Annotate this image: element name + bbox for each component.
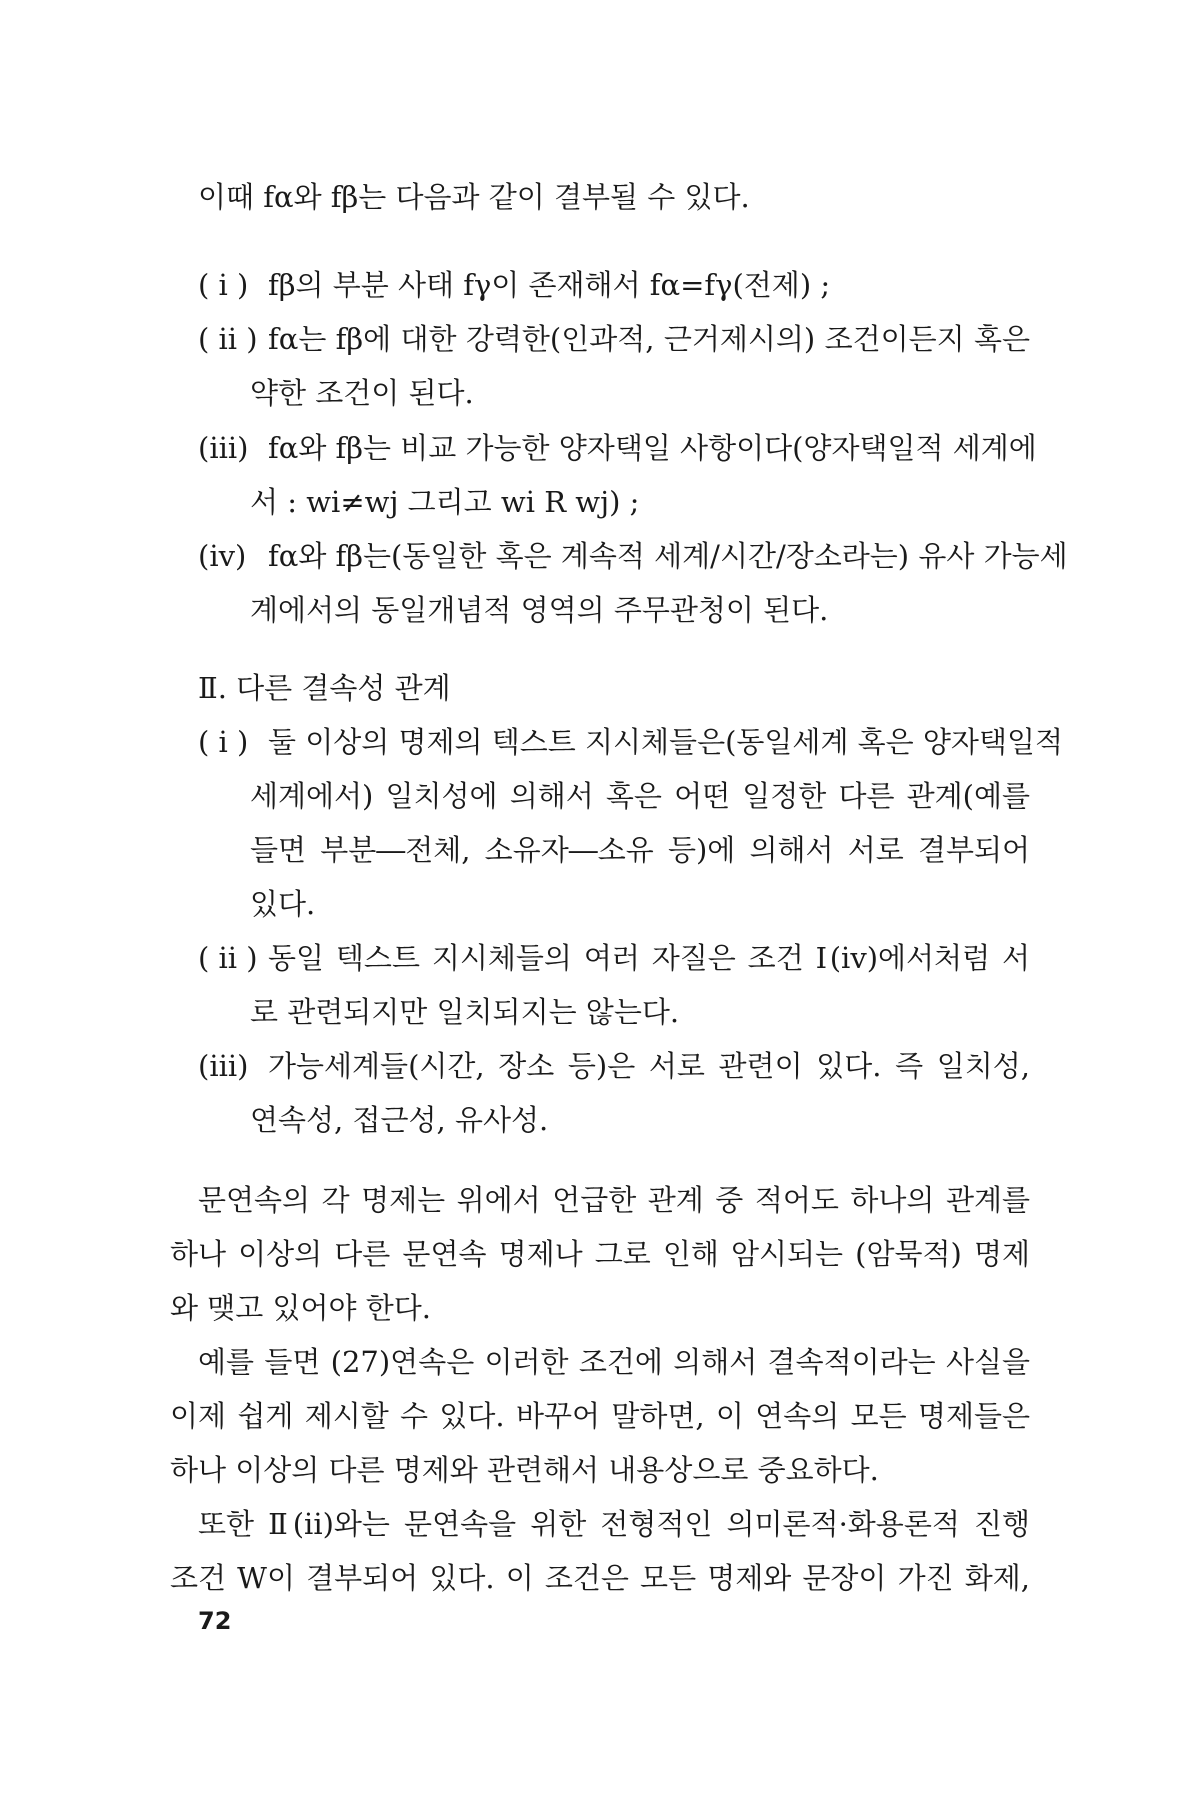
condition-2-text: 있다.	[250, 887, 316, 921]
body-paragraph-line: 예를 들면 (27)연속은 이러한 조건에 의해서 결속적이라는 사실을	[198, 1345, 1030, 1379]
condition-2-label: ( i )	[198, 725, 249, 759]
condition-1-text: 서 : wi≠wj 그리고 wi R wj) ;	[250, 485, 640, 519]
condition-1-label: (iv)	[198, 539, 247, 573]
body-paragraph-line: 이제 쉽게 제시할 수 있다. 바꾸어 말하면, 이 연속의 모든 명제들은	[170, 1399, 1030, 1433]
condition-2-text: 로 관련되지만 일치되지는 않는다.	[250, 995, 680, 1029]
condition-1-text: fα와 fβ는(동일한 혹은 계속적 세계/시간/장소라는) 유사 가능세	[268, 539, 1068, 573]
condition-1-text: 계에서의 동일개념적 영역의 주무관청이 된다.	[250, 593, 829, 627]
condition-1-text: fα는 fβ에 대한 강력한(인과적, 근거제시의) 조건이든지 혹은	[268, 322, 1030, 356]
section-heading: Ⅱ. 다른 결속성 관계	[198, 671, 451, 705]
body-paragraph-line: 조건 W이 결부되어 있다. 이 조건은 모든 명제와 문장이 가진 화제,	[170, 1561, 1030, 1595]
condition-2-text: 둘 이상의 명제의 텍스트 지시체들은(동일세계 혹은 양자택일적	[268, 725, 1063, 759]
body-paragraph-line: 하나 이상의 다른 명제와 관련해서 내용상으로 중요하다.	[170, 1453, 879, 1487]
condition-1-text: fβ의 부분 사태 fγ이 존재해서 fα=fγ(전제) ;	[268, 268, 831, 302]
condition-1-label: (iii)	[198, 431, 249, 465]
condition-2-text: 세계에서) 일치성에 의해서 혹은 어떤 일정한 다른 관계(예를	[250, 779, 1030, 813]
body-paragraph-line: 문연속의 각 명제는 위에서 언급한 관계 중 적어도 하나의 관계를	[198, 1183, 1030, 1217]
condition-2-text: 동일 텍스트 지시체들의 여러 자질은 조건 Ⅰ(iv)에서처럼 서	[268, 941, 1030, 975]
body-paragraph-line: 와 맺고 있어야 한다.	[170, 1291, 431, 1325]
condition-1-text: fα와 fβ는 비교 가능한 양자택일 사항이다(양자택일적 세계에	[268, 431, 1037, 465]
condition-2-text: 들면 부분―전체, 소유자―소유 등)에 의해서 서로 결부되어	[250, 833, 1030, 867]
condition-1-label: ( i )	[198, 268, 249, 302]
condition-2-label: (iii)	[198, 1049, 249, 1083]
condition-2-text: 연속성, 접근성, 유사성.	[250, 1103, 549, 1137]
body-paragraph-line: 또한 Ⅱ(ii)와는 문연속을 위한 전형적인 의미론적·화용론적 진행	[198, 1507, 1030, 1541]
condition-2-text: 가능세계들(시간, 장소 등)은 서로 관련이 있다. 즉 일치성,	[268, 1049, 1030, 1083]
condition-2-label: ( ii )	[198, 941, 258, 975]
intro-sentence: 이때 fα와 fβ는 다음과 같이 결부될 수 있다.	[198, 180, 750, 214]
condition-1-text: 약한 조건이 된다.	[250, 376, 474, 410]
body-paragraph-line: 하나 이상의 다른 문연속 명제나 그로 인해 암시되는 (암묵적) 명제	[170, 1237, 1030, 1271]
page-number: 72	[198, 1607, 232, 1635]
condition-1-label: ( ii )	[198, 322, 258, 356]
